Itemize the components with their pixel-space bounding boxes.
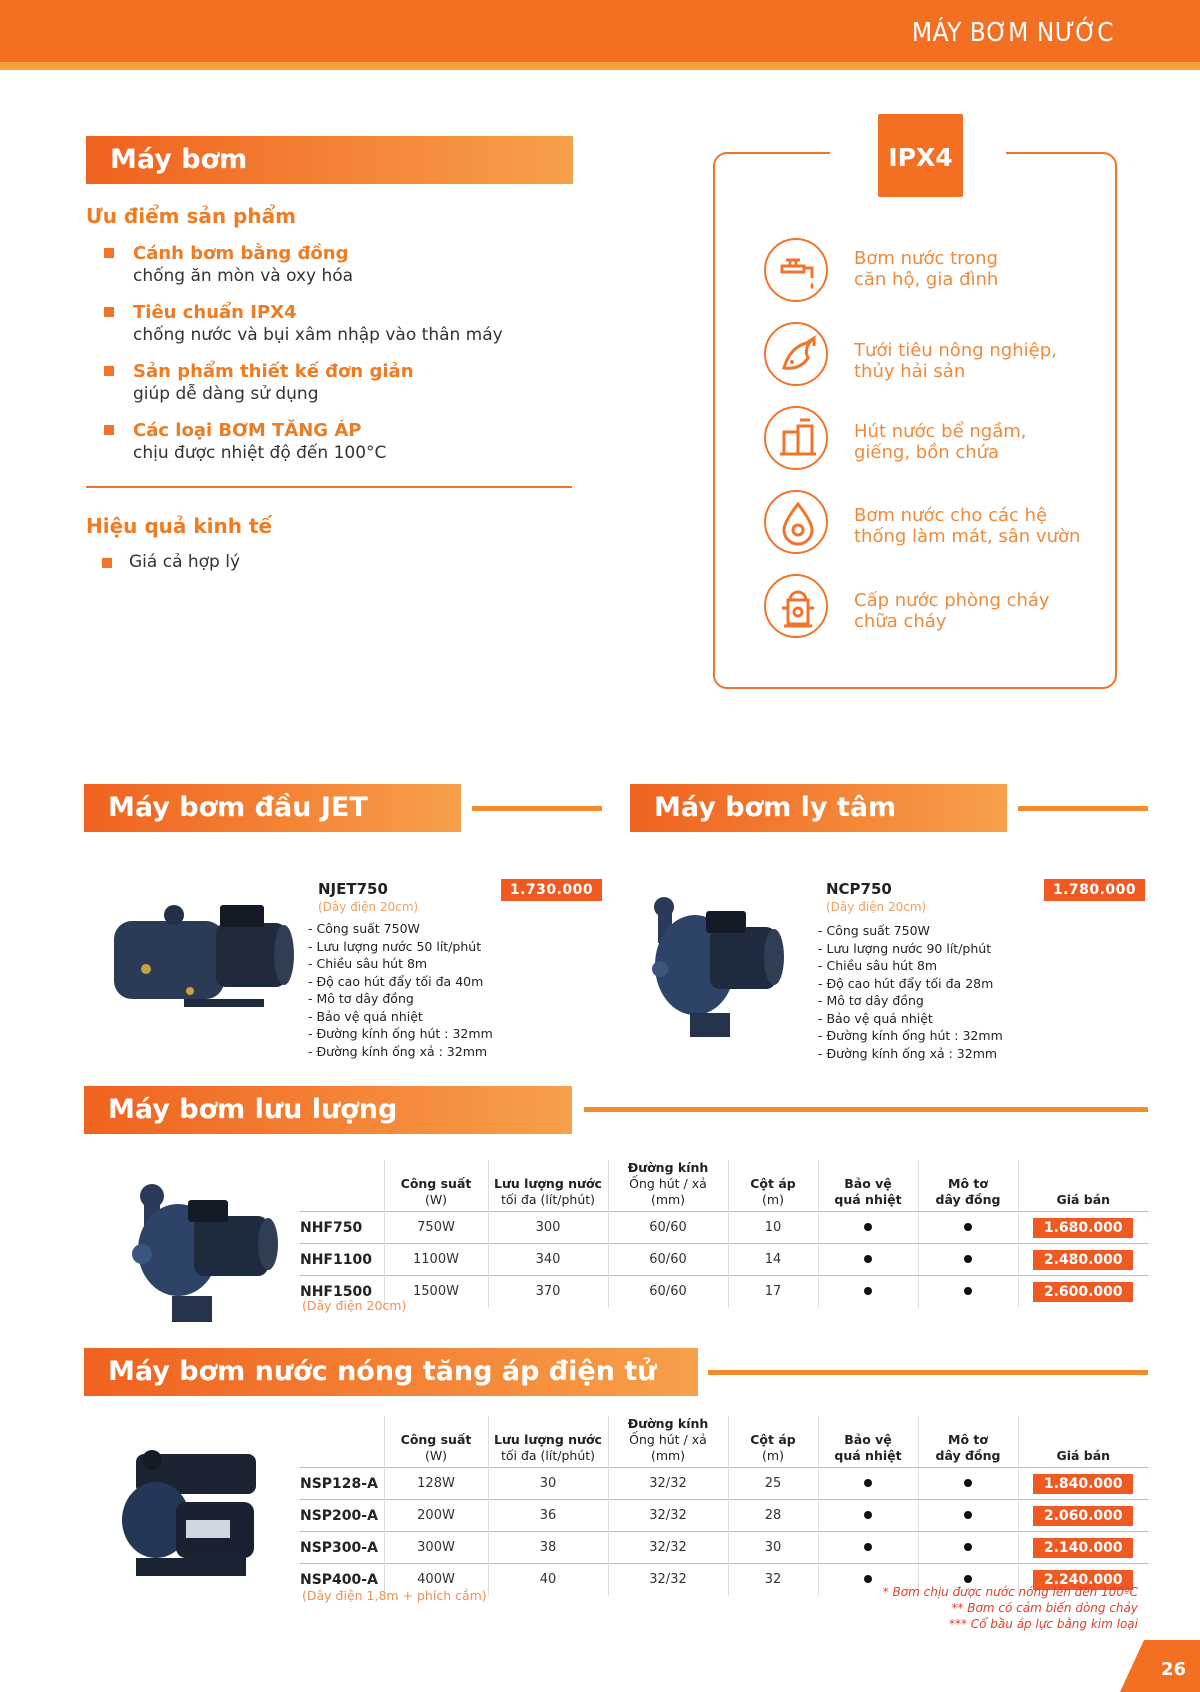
centrifugal-model: NCP750 xyxy=(826,880,892,898)
header-label: Bảo vệ xyxy=(844,1432,892,1447)
table-row xyxy=(300,1244,1148,1276)
ipx4-badge: IPX4 xyxy=(872,108,969,203)
head-cell: 32 xyxy=(728,1564,818,1596)
spec-line: - Đường kính ống hút : 32mm xyxy=(308,1026,493,1041)
head-header xyxy=(728,1160,818,1212)
faucet-icon xyxy=(764,238,828,302)
bullet-icon xyxy=(104,366,114,376)
advantages-heading: Ưu điểm sản phẩm xyxy=(86,204,296,228)
price-tag: 1.840.000 xyxy=(1033,1474,1133,1494)
diameter-cell: 60/60 xyxy=(608,1244,728,1276)
advantage-title: Tiêu chuẩn IPX4 xyxy=(133,302,297,323)
page-title: MÁY BƠM NƯỚC xyxy=(911,18,1114,48)
header-label: Giá bán xyxy=(1056,1448,1111,1463)
spec-line: - Độ cao hút đẩy tối đa 28m xyxy=(818,975,994,991)
flow-cell: 36 xyxy=(488,1500,608,1532)
flow-cell: 38 xyxy=(488,1532,608,1564)
model-cell: NSP200-A xyxy=(300,1500,384,1532)
price-cell xyxy=(1018,1212,1148,1244)
water-drop-gear-icon xyxy=(764,490,828,554)
flow-cell: 340 xyxy=(488,1244,608,1276)
jet-specs xyxy=(308,920,493,1060)
check-dot-icon xyxy=(864,1479,872,1487)
table-row xyxy=(300,1468,1148,1500)
section-title-hot-water: Máy bơm nước nóng tăng áp điện tử xyxy=(84,1348,698,1396)
njet750-pump-image xyxy=(104,895,300,1015)
use-line: thủy hải sản xyxy=(854,361,966,382)
bullet-icon xyxy=(102,558,112,568)
motor-header xyxy=(918,1416,1018,1468)
diameter-cell: 32/32 xyxy=(608,1532,728,1564)
advantage-title: Sản phẩm thiết kế đơn giản xyxy=(133,361,414,382)
spec-line: - Mô tơ dây đồng xyxy=(818,993,924,1008)
use-text xyxy=(854,248,1094,290)
price-tag: 2.480.000 xyxy=(1033,1250,1133,1270)
diameter-cell: 32/32 xyxy=(608,1468,728,1500)
advantage-text: chống nước và bụi xâm nhập vào thân máy xyxy=(133,325,503,345)
spec-line: - Đường kính ống hút : 32mm xyxy=(818,1028,1003,1043)
price-header xyxy=(1018,1160,1148,1212)
price-cell xyxy=(1018,1532,1148,1564)
advantage-text: chịu được nhiệt độ đến 100°C xyxy=(133,443,387,463)
section-line xyxy=(1018,806,1148,811)
table-row xyxy=(300,1500,1148,1532)
power-header xyxy=(384,1160,488,1212)
spec-line: - Đường kính ống xả : 32mm xyxy=(308,1043,488,1059)
check-dot-icon xyxy=(964,1223,972,1231)
use-line: Bơm nước trong xyxy=(854,248,998,269)
model-cell: NHF1100 xyxy=(300,1244,384,1276)
protection-cell xyxy=(818,1532,918,1564)
spec-line: - Đường kính ống xả : 32mm xyxy=(818,1045,998,1061)
spec-line: - Lưu lượng nước 90 lít/phút xyxy=(818,940,992,956)
advantage-text: chống ăn mòn và oxy hóa xyxy=(133,266,354,286)
hot-water-cable-note: (Dây điện 1,8m + phích cắm) xyxy=(302,1588,487,1603)
advantage-text: giúp dễ dàng sử dụng xyxy=(133,384,319,404)
section-line xyxy=(584,1107,1148,1112)
check-dot-icon xyxy=(864,1223,872,1231)
header-label: Giá bán xyxy=(1056,1192,1111,1207)
power-cell: 1100W xyxy=(384,1244,488,1276)
head-cell: 17 xyxy=(728,1276,818,1308)
power-cell: 1500W xyxy=(384,1276,488,1308)
page-number: 26 xyxy=(1160,1659,1186,1680)
price-tag: 2.140.000 xyxy=(1033,1538,1133,1558)
diameter-cell: 32/32 xyxy=(608,1564,728,1596)
spec-line: - Mô tơ dây đồng xyxy=(308,991,414,1006)
header-label: Công suất xyxy=(400,1432,472,1447)
check-dot-icon xyxy=(864,1543,872,1551)
fish-icon xyxy=(764,322,828,386)
check-dot-icon xyxy=(864,1511,872,1519)
header-unit: (W) xyxy=(424,1448,448,1463)
header-label: Công suất xyxy=(400,1176,472,1191)
header-label: dây đồng xyxy=(935,1192,1001,1207)
spec-line: - Chiều sâu hút 8m xyxy=(818,958,938,973)
motor-cell xyxy=(918,1500,1018,1532)
header-label: Lưu lượng nước xyxy=(494,1176,602,1191)
motor-cell xyxy=(918,1468,1018,1500)
use-line: căn hộ, gia đình xyxy=(854,269,999,290)
motor-cell xyxy=(918,1244,1018,1276)
use-line: Tưới tiêu nông nghiệp, xyxy=(854,340,1057,361)
header-label: Đường kính xyxy=(627,1160,709,1175)
flow-cell: 40 xyxy=(488,1564,608,1596)
table-row xyxy=(300,1212,1148,1244)
header-label: Cột áp xyxy=(750,1432,796,1447)
header-unit: (m) xyxy=(762,1192,784,1207)
model-cell: NSP300-A xyxy=(300,1532,384,1564)
check-dot-icon xyxy=(964,1255,972,1263)
economy-item: Giá cả hợp lý xyxy=(129,552,241,572)
protection-header xyxy=(818,1160,918,1212)
model-cell: NHF750 xyxy=(300,1212,384,1244)
spec-line: - Chiều sâu hút 8m xyxy=(308,956,428,971)
head-cell: 28 xyxy=(728,1500,818,1532)
footnote: * Bơm chịu được nước nóng lên đến 100ºC xyxy=(882,1585,1138,1599)
header-label: Cột áp xyxy=(750,1176,796,1191)
header-label: dây đồng xyxy=(935,1448,1001,1463)
fire-hydrant-icon xyxy=(764,574,828,638)
header-label: Lưu lượng nước xyxy=(494,1432,602,1447)
use-text xyxy=(854,421,1094,463)
header-label: Bảo vệ xyxy=(844,1176,892,1191)
ncp750-pump-image xyxy=(650,893,790,1043)
centrifugal-specs xyxy=(818,922,1003,1062)
hot-water-pump-table xyxy=(300,1416,1148,1596)
diameter-header xyxy=(608,1160,728,1212)
check-dot-icon xyxy=(864,1255,872,1263)
check-dot-icon xyxy=(964,1479,972,1487)
protection-cell xyxy=(818,1276,918,1308)
spec-line: - Bảo vệ quá nhiệt xyxy=(818,1010,933,1026)
diameter-header xyxy=(608,1416,728,1468)
spec-line: - Độ cao hút đẩy tối đa 40m xyxy=(308,973,484,989)
protection-cell xyxy=(818,1468,918,1500)
spec-line: - Công suất 750W xyxy=(818,923,930,938)
protection-cell xyxy=(818,1500,918,1532)
head-cell: 14 xyxy=(728,1244,818,1276)
header-unit: (W) xyxy=(424,1192,448,1207)
protection-cell xyxy=(818,1244,918,1276)
price-tag: 2.060.000 xyxy=(1033,1506,1133,1526)
flow-cable-note: (Dây điện 20cm) xyxy=(302,1298,407,1313)
power-cell: 300W xyxy=(384,1532,488,1564)
jet-price: 1.730.000 xyxy=(501,879,602,901)
section-title-centrifugal: Máy bơm ly tâm xyxy=(630,784,1007,832)
power-cell: 200W xyxy=(384,1500,488,1532)
flow-cell: 30 xyxy=(488,1468,608,1500)
jet-model: NJET750 xyxy=(318,880,388,898)
head-cell: 10 xyxy=(728,1212,818,1244)
use-line: Bơm nước cho các hệ xyxy=(854,505,1048,526)
motor-cell xyxy=(918,1532,1018,1564)
check-dot-icon xyxy=(864,1575,872,1583)
power-cell: 750W xyxy=(384,1212,488,1244)
header-unit: Ống hút / xả (mm) xyxy=(629,1176,707,1207)
section-line xyxy=(708,1370,1148,1375)
footnote: *** Cổ bầu áp lực bằng kim loại xyxy=(948,1617,1138,1631)
section-title-jet: Máy bơm đầu JET xyxy=(84,784,461,832)
flow-header xyxy=(488,1416,608,1468)
tank-icon xyxy=(764,406,828,470)
protection-cell xyxy=(818,1212,918,1244)
price-cell xyxy=(1018,1468,1148,1500)
check-dot-icon xyxy=(964,1575,972,1583)
header-unit: Ống hút / xả (mm) xyxy=(629,1432,707,1463)
power-cell: 400W xyxy=(384,1564,488,1596)
protection-header xyxy=(818,1416,918,1468)
centrifugal-price: 1.780.000 xyxy=(1044,879,1145,901)
price-cell xyxy=(1018,1244,1148,1276)
section-title-flow: Máy bơm lưu lượng xyxy=(84,1086,572,1134)
header-underline xyxy=(0,62,1200,70)
diameter-cell: 60/60 xyxy=(608,1276,728,1308)
table-row xyxy=(300,1276,1148,1308)
jet-cable-note: (Dây điện 20cm) xyxy=(318,900,419,914)
use-text xyxy=(854,590,1094,632)
motor-header xyxy=(918,1160,1018,1212)
use-line: chữa cháy xyxy=(854,611,947,632)
table-row xyxy=(300,1532,1148,1564)
header-unit: (m) xyxy=(762,1448,784,1463)
motor-cell xyxy=(918,1212,1018,1244)
section-line xyxy=(472,806,602,811)
model-cell: NSP128-A xyxy=(300,1468,384,1500)
model-header xyxy=(300,1160,384,1212)
advantage-title: Các loại BƠM TĂNG ÁP xyxy=(133,420,362,441)
footnotes xyxy=(883,1584,1138,1632)
economy-heading: Hiệu quả kinh tế xyxy=(86,514,273,538)
check-dot-icon xyxy=(964,1511,972,1519)
divider xyxy=(86,486,572,488)
centrifugal-cable-note: (Dây điện 20cm) xyxy=(826,900,927,914)
section-title-pump: Máy bơm xyxy=(86,136,573,184)
head-header xyxy=(728,1416,818,1468)
head-cell: 30 xyxy=(728,1532,818,1564)
header-label: Mô tơ xyxy=(948,1432,988,1447)
price-tag: 2.240.000 xyxy=(1033,1570,1133,1590)
model-cell: NHF1500 xyxy=(300,1276,384,1308)
price-cell xyxy=(1018,1276,1148,1308)
spec-line: - Bảo vệ quá nhiệt xyxy=(308,1008,423,1024)
bullet-icon xyxy=(104,425,114,435)
header-label: Mô tơ xyxy=(948,1176,988,1191)
check-dot-icon xyxy=(964,1287,972,1295)
power-header xyxy=(384,1416,488,1468)
use-line: thống làm mát, sân vườn xyxy=(854,526,1081,547)
bullet-icon xyxy=(104,248,114,258)
header-label: quá nhiệt xyxy=(834,1448,902,1463)
advantage-title: Cánh bơm bằng đồng xyxy=(133,243,349,264)
header-label: quá nhiệt xyxy=(834,1192,902,1207)
price-cell xyxy=(1018,1500,1148,1532)
price-tag: 2.600.000 xyxy=(1033,1282,1133,1302)
check-dot-icon xyxy=(864,1287,872,1295)
use-text xyxy=(854,505,1094,547)
head-cell: 25 xyxy=(728,1468,818,1500)
price-header xyxy=(1018,1416,1148,1468)
motor-cell xyxy=(918,1276,1018,1308)
use-line: giếng, bồn chứa xyxy=(854,442,1000,463)
use-line: Cấp nước phòng cháy xyxy=(854,590,1050,611)
nsp-pump-image xyxy=(116,1440,266,1590)
flow-cell: 300 xyxy=(488,1212,608,1244)
power-cell: 128W xyxy=(384,1468,488,1500)
model-cell: NSP400-A xyxy=(300,1564,384,1596)
use-text xyxy=(854,340,1094,382)
footnote: ** Bơm có cảm biến dòng chảy xyxy=(951,1601,1138,1615)
flow-header xyxy=(488,1160,608,1212)
header-unit: tối đa (lít/phút) xyxy=(500,1448,596,1463)
header-unit: tối đa (lít/phút) xyxy=(500,1192,596,1207)
price-tag: 1.680.000 xyxy=(1033,1218,1133,1238)
diameter-cell: 32/32 xyxy=(608,1500,728,1532)
header-label: Đường kính xyxy=(627,1416,709,1431)
check-dot-icon xyxy=(964,1543,972,1551)
spec-line: - Lưu lượng nước 50 lít/phút xyxy=(308,938,482,954)
flow-pump-table xyxy=(300,1160,1148,1308)
model-header xyxy=(300,1416,384,1468)
diameter-cell: 60/60 xyxy=(608,1212,728,1244)
nhf-pump-image xyxy=(128,1180,288,1330)
bullet-icon xyxy=(104,307,114,317)
flow-cell: 370 xyxy=(488,1276,608,1308)
spec-line: - Công suất 750W xyxy=(308,921,420,936)
use-line: Hút nước bể ngầm, xyxy=(854,421,1027,442)
